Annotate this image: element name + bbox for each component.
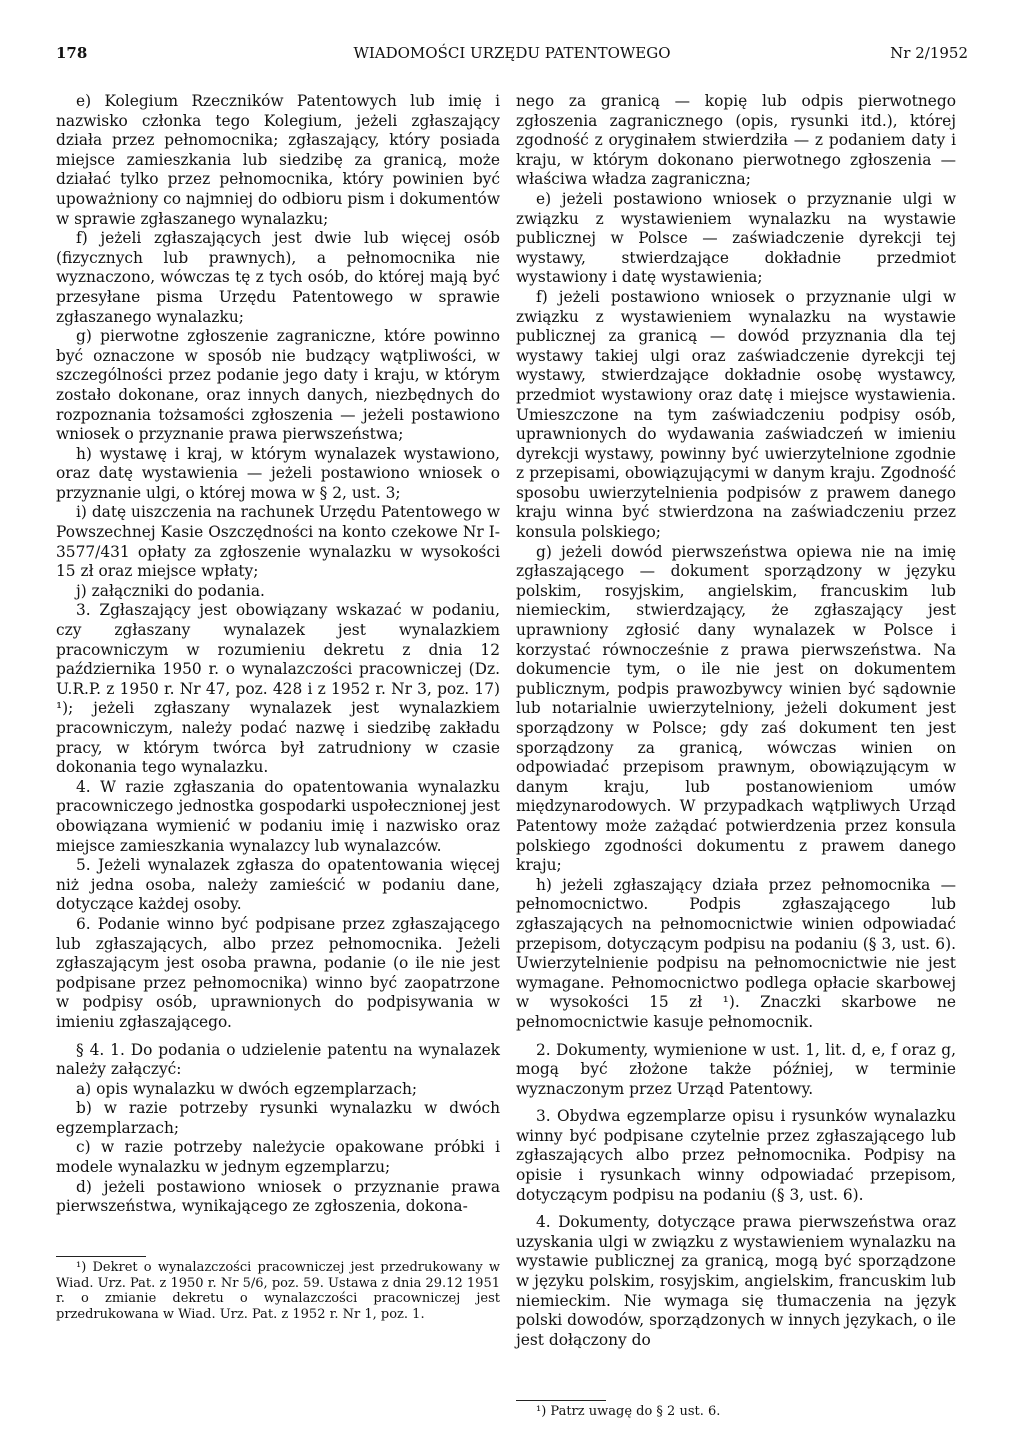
footnote-right-text: ¹) Patrz uwagę do § 2 ust. 6. (536, 1404, 721, 1419)
item-i: i) datę uiszczenia na rachunek Urzędu Patentowego w Powszechnej Kasie Oszczędności na konto czekowe Nr I-3577/431 opłaty za zgłoszenie wynalazku w wysokości 15 zł oraz miejsce wpłaty; (56, 503, 500, 581)
attachment-b: b) w razie potrzeby rysunki wynalazku w dwóch egzemplarzach; (56, 1099, 500, 1137)
attachment-a: a) opis wynalazku w dwóch egzemplarzach; (76, 1079, 418, 1098)
page-number: 178 (56, 44, 88, 62)
paragraph-6: 6. Podanie winno być podpisane przez zgłaszającego lub zgłaszających, albo przez pełnomocnika. Jeżeli zgłaszającym jest osoba prawna, podanie (o ile nie jest podpisane przez pełnomocnika) winno być zaopatrzone w podpisy osób, uprawnionych do podpisywania w imieniu zgłaszającego. (56, 914, 500, 1031)
section-4-paragraph-2: 2. Dokumenty, wymienione w ust. 1, lit. d, e, f oraz g, mogą być złożone także później, w terminie wyznaczonym przez Urząd Patentowy. (516, 1040, 956, 1098)
attachment-e: e) jeżeli postawiono wniosek o przyznanie ulgi w związku z wystawieniem wynalazku na wystawie publicznej w Polsce — zaświadczenie dyrekcji tej wystawy, stwierdzające dokładnie przedmiot wystawiony i datę wystawienia; (516, 189, 956, 287)
right-column (516, 92, 956, 1350)
attachment-c: c) w razie potrzeby należycie opakowane próbki i modele wynalazku w jednym egzemplarzu; (56, 1138, 500, 1177)
attachment-f: f) jeżeli postawiono wniosek o przyznanie ulgi w związku z wystawieniem wynalazku na wystawie publicznej za granicą — dowód przyznania dla tej wystawy takiej ulgi oraz zaświadczenie dyrekcji tej wystawy, stwierdzające dokładnie osobę wystawcy, przedmiot wystawiony oraz datę i miejsce wystawienia. Umieszczone na tym zaświadczeniu podpisy osób, uprawnionych do wydawania zaświadczeń w imieniu dyrekcji wystawy, powinny być uwierzytelnione zgodnie z przepisami, obowiązującymi w danym kraju. Zgodność sposobu uwierzytelnienia podpisów z prawem danego kraju winna być stwierdzona na zaświadczeniu przez konsula polskiego; (516, 287, 956, 542)
footnote-rule (56, 1256, 146, 1257)
section-4-paragraph-4: 4. Dokumenty, dotyczące prawa pierwszeństwa oraz uzyskania ulgi w związku z wystawieniem wynalazku na wystawie publicznej za granicą, mogą być sporządzone w języku polskim, rosyjskim, angielskim, francuskim lub niemieckim. Nie wymaga się tłumaczenia na język polski dowodów, sporządzonych w innych językach, o ile jest dołączony do (516, 1213, 956, 1349)
paragraph-4: 4. W razie zgłaszania do opatentowania wynalazku pracowniczego jednostka gospodarki uspołecznionej jest obowiązana wymienić w podaniu imię i nazwisko oraz miejsce zamieszkania wynalazcy lub wynalazców. (56, 777, 500, 855)
item-h: h) wystawę i kraj, w którym wynalazek wystawiono, oraz datę wystawienia — jeżeli postawiono wniosek o przyznanie ulgi, o której mowa w § 2, ust. 3; (56, 444, 500, 502)
continued-d: nego za granicą — kopię lub odpis pierwotnego zgłoszenia zagranicznego (opis, rysunki itd.), której zgodność z oryginałem stwierdziła — z podaniem daty i kraju, w którym dokonano pierwotnego zgłoszenia — właściwa władza zagraniczna; (516, 92, 956, 189)
issue-number: Nr 2/1952 (890, 44, 968, 62)
attachment-d: d) jeżeli postawiono wniosek o przyznanie prawa pierwszeństwa, wynikającego ze zgłoszenia, dokona- (56, 1177, 500, 1216)
paragraph-5: 5. Jeżeli wynalazek zgłasza do opatentowania więcej niż jedna osoba, należy zamieścić w podaniu dane, dotyczące każdej osoby. (56, 856, 500, 914)
item-j: j) załączniki do podania. (76, 581, 265, 600)
section-4-paragraph-3: 3. Obydwa egzemplarze opisu i rysunków wynalazku winny być podpisane czytelnie przez zgłaszającego lub zgłaszających albo przez pełnomocnika. Podpisy na opisie i rysunkach winny odpowiadać przepisom, dotyczącym podpisu na podaniu (§ 3, ust. 6). (516, 1107, 956, 1204)
item-g: g) pierwotne zgłoszenie zagraniczne, które powinno być oznaczone w sposób nie budzący wątpliwości, w szczególności przez podanie jego daty i kraju, w którym zostało dokonane, oraz innych danych, niezbędnych do rozpoznania tożsamości zgłoszenia — jeżeli postawiono wniosek o przyznanie prawa pierwszeństwa; (56, 327, 500, 444)
section-4-heading: § 4. 1. Do podania o udzielenie patentu na wynalazek należy załączyć: (56, 1040, 500, 1079)
left-column (56, 92, 500, 1217)
footnote-left (56, 1256, 500, 1322)
attachment-h: h) jeżeli zgłaszający działa przez pełnomocnika — pełnomocnictwo. Podpis zgłaszającego lub zgłaszających na pełnomocnictwie winien odpowiadać przepisom, dotyczącym podpisu na podaniu (§ 3, ust. 6). Uwierzytelnienie podpisu na pełnomocnictwie nie jest wymagane. Pełnomocnictwo podlega opłacie skarbowej w wysokości 15 zł ¹). Znaczki skarbowe ne pełnomocnictwie kasuje pełnomocnik. (516, 875, 956, 1031)
page-header (56, 44, 968, 72)
journal-title: WIADOMOŚCI URZĘDU PATENTOWEGO (353, 44, 671, 62)
item-e: e) Kolegium Rzeczników Patentowych lub imię i nazwisko członka tego Kolegium, jeżeli zgłaszający działa przez pełnomocnika; zgłaszający, który posiada miejsce zamieszkania lub siedzibę za granicą, może działać tylko przez pełnomocnika, który powinien być upoważniony co najmniej do odbioru pism i dokumentów w sprawie zgłaszanego wynalazku; (56, 92, 500, 228)
footnote-text: ¹) Dekret o wynalazczości pracowniczej jest przedrukowany w Wiad. Urz. Pat. z 1950 r. Nr 5/6, poz. 59. Ustawa z dnia 29.12 1951 r. o zmianie dekretu o wynalazczości pracowniczej jest przedrukowana w Wiad. Urz. Pat. z 1952 r. Nr 1, poz. 1. (56, 1260, 500, 1322)
footnote-right (516, 1400, 956, 1420)
attachment-g: g) jeżeli dowód pierwszeństwa opiewa nie na imię zgłaszającego — dokument sporządzony w języku polskim, rosyjskim, angielskim, francuskim lub niemieckim, stwierdzający, że zgłaszający jest uprawniony zgłosić dany wynalazek w Polsce i korzystać równocześnie z prawa pierwszeństwa. Na dokumencie tym, o ile nie jest on dokumentem publicznym, podpis prawozbywcy winien być sądownie lub notarialnie uwierzytelniony, jeżeli dokument jest sporządzony w Polsce; gdy zaś dokument ten jest sporządzony za granicą, wówczas winien on odpowiadać przepisom prawnym, obowiązującym w danym kraju, lub postanowieniom umów międzynarodowych. W przypadkach wątpliwych Urząd Patentowy może zażądać potwierdzenia przez konsula polskiego zgodności dokumentu z prawem danego kraju; (516, 542, 956, 875)
item-f: f) jeżeli zgłaszających jest dwie lub więcej osób (fizycznych lub prawnych), a pełnomocnika nie wyznaczono, wówczas tę z tych osób, do której mają być przesyłane pisma Urzędu Patentowego w sprawie zgłaszanego wynalazku; (56, 229, 500, 326)
footnote-rule-right (516, 1400, 606, 1401)
paragraph-3: 3. Zgłaszający jest obowiązany wskazać w podaniu, czy zgłaszany wynalazek jest wynalazkiem pracowniczym w rozumieniu dekretu z dnia 12 października 1950 r. o wynalazczości pracowniczej (Dz. U.R.P. z 1950 r. Nr 47, poz. 428 i z 1952 r. Nr 3, poz. 17) ¹); jeżeli zgłaszany wynalazek jest wynalazkiem pracowniczym, należy podać nazwę i siedzibę zakładu pracy, w którym twórca był zatrudniony w czasie dokonania tego wynalazku. (56, 601, 500, 777)
